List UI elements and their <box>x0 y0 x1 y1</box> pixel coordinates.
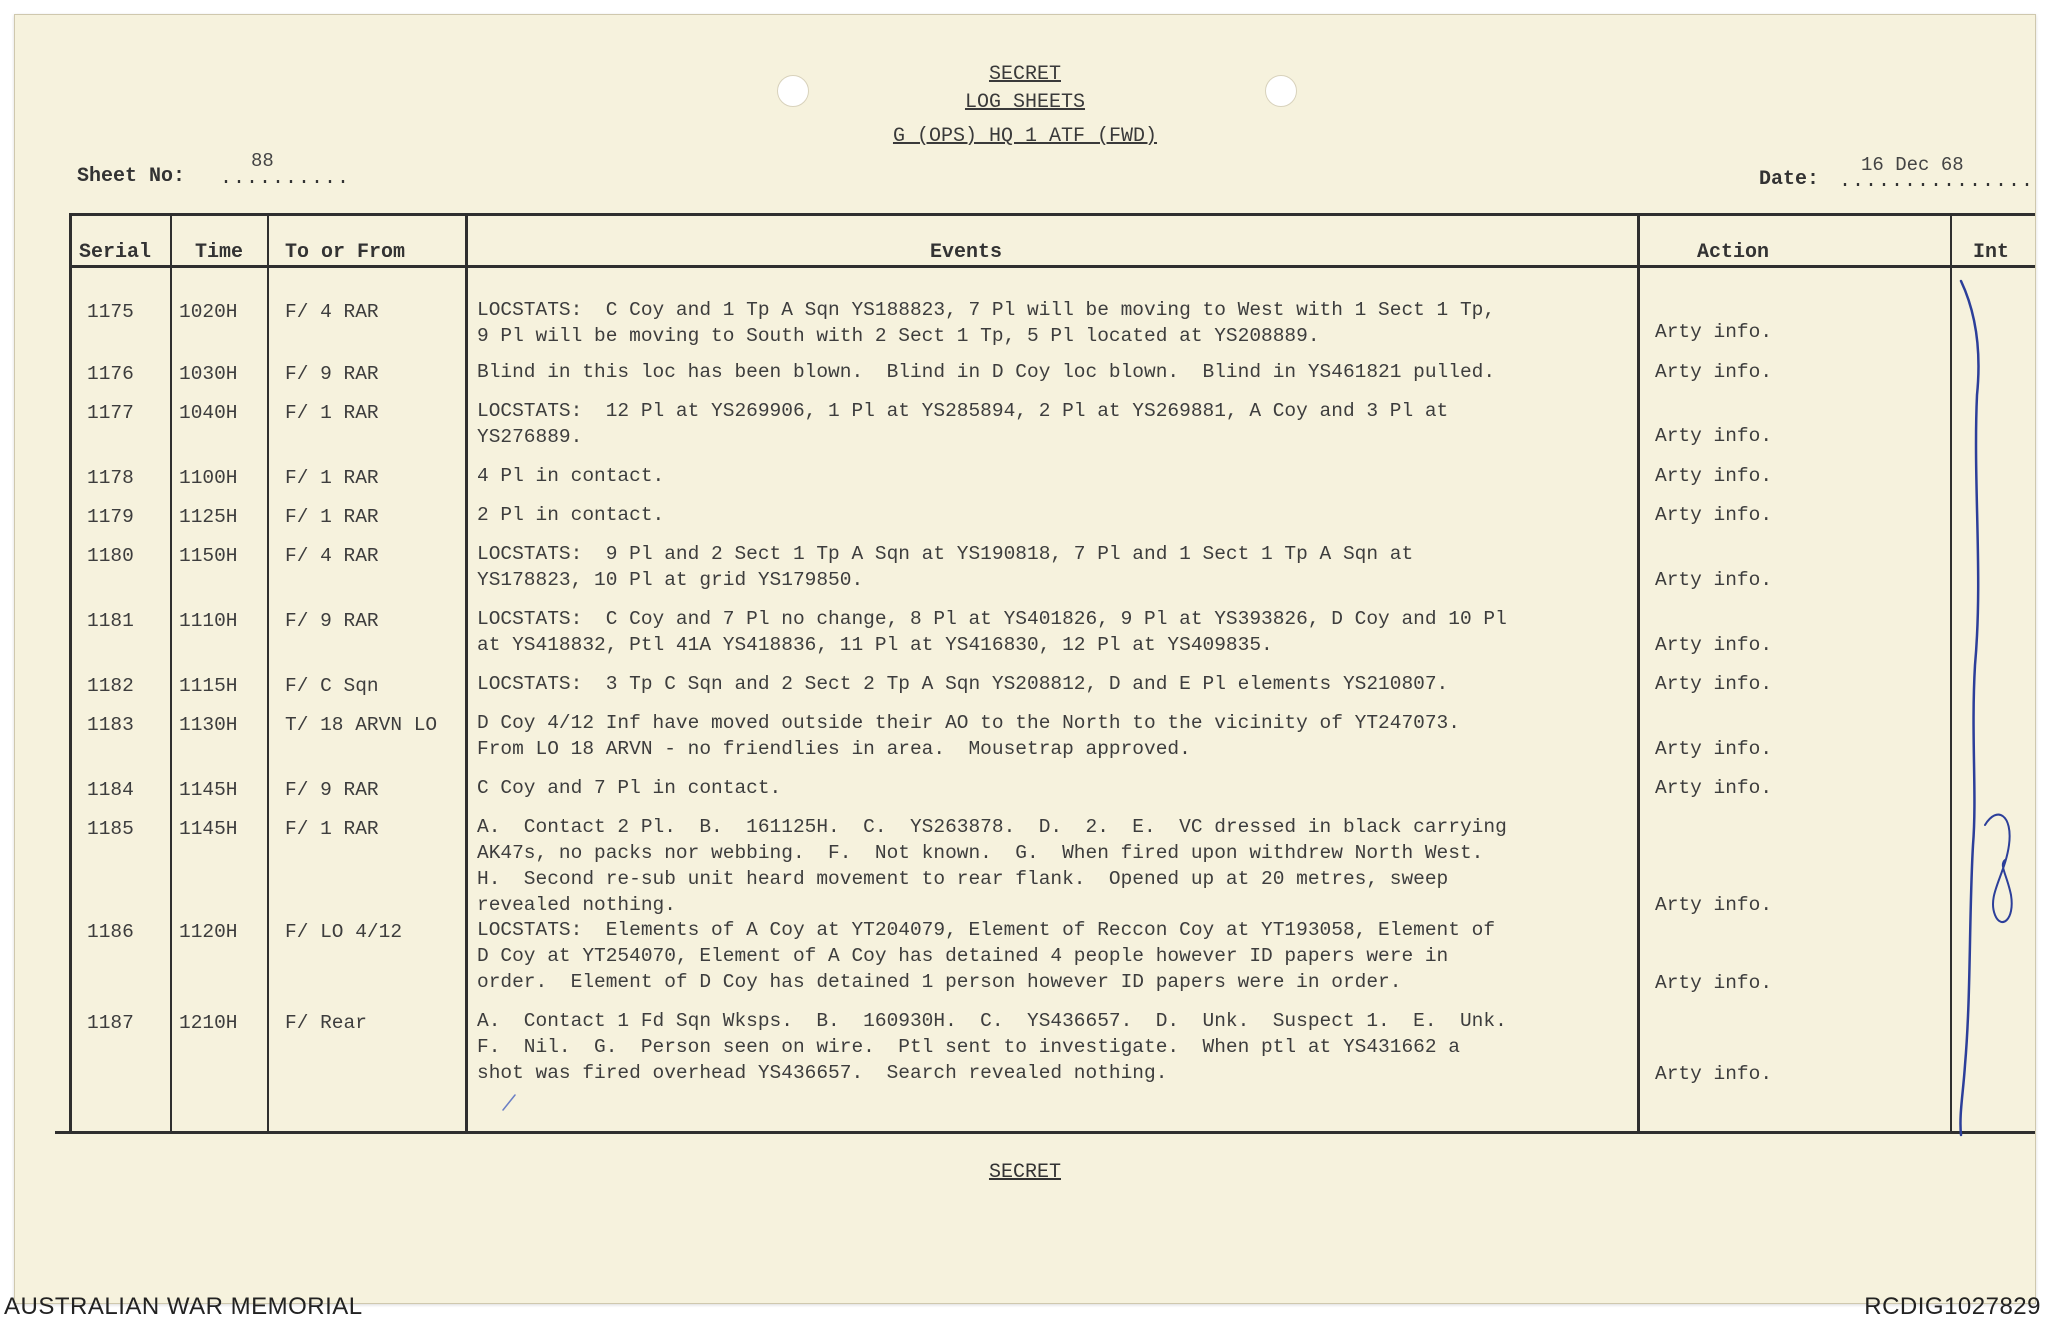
col-header-to-from: To or From <box>285 241 406 264</box>
row-event-line: order. Element of D Coy has detained 1 person however ID papers were in order. <box>477 971 1402 993</box>
row-to-from: F/ 1 RAR <box>285 402 379 424</box>
row-time: 1145H <box>179 818 238 840</box>
row-event-line: YS178823, 10 Pl at grid YS179850. <box>477 569 864 591</box>
header-classification: SECRET <box>988 63 1061 86</box>
row-event-line: LOCSTATS: 3 Tp C Sqn and 2 Sect 2 Tp A Sqn YS208812, D and E Pl elements YS210807. <box>477 673 1449 695</box>
col-header-serial: Serial <box>79 241 152 264</box>
row-event-line: A. Contact 1 Fd Sqn Wksps. B. 160930H. C. YS436657. D. Unk. Suspect 1. E. Unk. <box>477 1010 1507 1032</box>
row-action: Arty info. <box>1655 1063 1773 1085</box>
row-action: Arty info. <box>1655 673 1773 695</box>
row-time: 1150H <box>179 545 238 567</box>
row-time: 1110H <box>179 610 238 632</box>
sheet-no-value: 88 <box>251 150 274 172</box>
row-serial: 1179 <box>87 506 134 528</box>
row-action: Arty info. <box>1655 894 1773 916</box>
row-to-from: F/ Rear <box>285 1012 367 1034</box>
row-to-from: F/ 1 RAR <box>285 506 379 528</box>
row-action: Arty info. <box>1655 569 1773 591</box>
row-event-line: D Coy 4/12 Inf have moved outside their AO to the North to the vicinity of YT247073. <box>477 712 1460 734</box>
row-action: Arty info. <box>1655 321 1773 343</box>
row-serial: 1182 <box>87 675 134 697</box>
row-event-line: 4 Pl in contact. <box>477 465 665 487</box>
row-action: Arty info. <box>1655 634 1773 656</box>
col-header-events: Events <box>930 241 1003 264</box>
row-serial: 1176 <box>87 363 134 385</box>
int-column-ink-bracket <box>15 15 2035 1303</box>
col-header-int: Int <box>1973 241 2010 264</box>
date-value: 16 Dec 68 <box>1861 154 1964 176</box>
row-time: 1145H <box>179 779 238 801</box>
row-time: 1125H <box>179 506 238 528</box>
row-event-line: H. Second re-sub unit heard movement to rear flank. Opened up at 20 metres, sweep <box>477 868 1449 890</box>
row-time: 1100H <box>179 467 238 489</box>
row-event-line: LOCSTATS: C Coy and 7 Pl no change, 8 Pl at YS401826, 9 Pl at YS393826, D Coy and 10 Pl <box>477 608 1507 630</box>
row-to-from: F/ 4 RAR <box>285 301 379 323</box>
row-time: 1120H <box>179 921 238 943</box>
row-event-line: AK47s, no packs nor webbing. F. Not known. G. When fired upon withdrew North West. <box>477 842 1484 864</box>
row-event-line: Blind in this loc has been blown. Blind in D Coy loc blown. Blind in YS461821 pulled. <box>477 361 1496 383</box>
col-header-action: Action <box>1697 241 1770 264</box>
row-event-line: D Coy at YT254070, Element of A Coy has detained 4 people however ID papers were in <box>477 945 1449 967</box>
row-serial: 1178 <box>87 467 134 489</box>
row-event-line: F. Nil. G. Person seen on wire. Ptl sent to investigate. When ptl at YS431662 a <box>477 1036 1460 1058</box>
row-event-line: at YS418832, Ptl 41A YS418836, 11 Pl at YS416830, 12 Pl at YS409835. <box>477 634 1273 656</box>
caption-record-id: RCDIG1027829 <box>1864 1293 2041 1320</box>
row-serial: 1184 <box>87 779 134 801</box>
row-time: 1030H <box>179 363 238 385</box>
row-action: Arty info. <box>1655 425 1773 447</box>
date-dots: ............... <box>1839 170 2035 193</box>
row-to-from: F/ 9 RAR <box>285 779 379 801</box>
row-event-line: From LO 18 ARVN - no friendlies in area. Mousetrap approved. <box>477 738 1191 760</box>
date-label: Date: <box>1759 168 1820 191</box>
row-action: Arty info. <box>1655 738 1773 760</box>
row-event-line: LOCSTATS: Elements of A Coy at YT204079, Element of Reccon Coy at YT193058, Element of <box>477 919 1496 941</box>
row-to-from: F/ 9 RAR <box>285 610 379 632</box>
row-time: 1020H <box>179 301 238 323</box>
row-time: 1130H <box>179 714 238 736</box>
row-to-from: F/ 4 RAR <box>285 545 379 567</box>
row-to-from: F/ LO 4/12 <box>285 921 403 943</box>
row-event-line: LOCSTATS: C Coy and 1 Tp A Sqn YS188823, 7 Pl will be moving to West with 1 Sect 1 Tp, <box>477 299 1496 321</box>
row-event-line: revealed nothing. <box>477 894 676 916</box>
row-to-from: T/ 18 ARVN LO <box>285 714 438 736</box>
sheet-no-label: Sheet No: <box>77 165 186 188</box>
row-action: Arty info. <box>1655 777 1773 799</box>
row-serial: 1175 <box>87 301 134 323</box>
row-event-line: A. Contact 2 Pl. B. 161125H. C. YS263878. D. 2. E. VC dressed in black carrying <box>477 816 1507 838</box>
col-header-time: Time <box>195 241 244 264</box>
row-serial: 1187 <box>87 1012 134 1034</box>
row-action: Arty info. <box>1655 361 1773 383</box>
row-to-from: F/ 1 RAR <box>285 467 379 489</box>
row-action: Arty info. <box>1655 972 1773 994</box>
caption-archive-name: AUSTRALIAN WAR MEMORIAL <box>4 1293 363 1320</box>
row-event-line: C Coy and 7 Pl in contact. <box>477 777 782 799</box>
row-serial: 1186 <box>87 921 134 943</box>
footer-classification: SECRET <box>988 1161 1061 1184</box>
row-time: 1115H <box>179 675 238 697</box>
row-action: Arty info. <box>1655 504 1773 526</box>
header-title: LOG SHEETS <box>964 91 1086 114</box>
row-to-from: F/ 1 RAR <box>285 818 379 840</box>
sheet-no-dots: .......... <box>220 167 351 190</box>
row-event-line: LOCSTATS: 12 Pl at YS269906, 1 Pl at YS285894, 2 Pl at YS269881, A Coy and 3 Pl at <box>477 400 1449 422</box>
row-serial: 1181 <box>87 610 134 632</box>
row-event-line: YS276889. <box>477 426 583 448</box>
row-event-line: shot was fired overhead YS436657. Search revealed nothing. <box>477 1062 1168 1084</box>
row-event-line: 2 Pl in contact. <box>477 504 665 526</box>
row-time: 1040H <box>179 402 238 424</box>
log-sheet-paper <box>14 14 2036 1304</box>
row-serial: 1183 <box>87 714 134 736</box>
row-time: 1210H <box>179 1012 238 1034</box>
row-serial: 1185 <box>87 818 134 840</box>
row-to-from: F/ 9 RAR <box>285 363 379 385</box>
row-serial: 1180 <box>87 545 134 567</box>
header-unit: G (OPS) HQ 1 ATF (FWD) <box>892 125 1158 148</box>
row-action: Arty info. <box>1655 465 1773 487</box>
row-to-from: F/ C Sqn <box>285 675 379 697</box>
row-event-line: 9 Pl will be moving to South with 2 Sect 1 Tp, 5 Pl located at YS208889. <box>477 325 1320 347</box>
row-event-line: LOCSTATS: 9 Pl and 2 Sect 1 Tp A Sqn at YS190818, 7 Pl and 1 Sect 1 Tp A Sqn at <box>477 543 1414 565</box>
row-serial: 1177 <box>87 402 134 424</box>
